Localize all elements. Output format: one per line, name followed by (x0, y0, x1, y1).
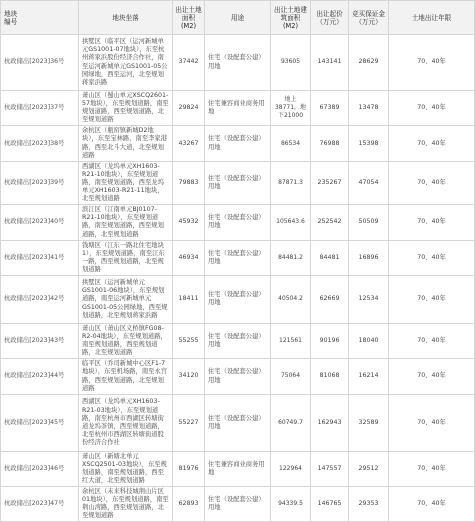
cell-price: 76988 (311, 126, 349, 161)
cell-area: 45932 (173, 205, 205, 240)
cell-price: 143141 (311, 35, 349, 91)
cell-code: 杭政储出[2023]47号 (1, 487, 79, 522)
cell-price: 252542 (311, 205, 349, 240)
cell-price: 162943 (311, 394, 349, 451)
table-row (1, 91, 475, 126)
cell-use: 住宅（设配套公建）用地 (205, 240, 271, 275)
table-header-row (1, 1, 475, 35)
cell-code: 杭政储出[2023]40号 (1, 205, 79, 240)
cell-years: 70、40年 (389, 323, 475, 358)
cell-area: 55255 (173, 323, 205, 358)
cell-location: 西湖区（龙坞单元XH1603-R21-10地块），东至规划道路，南至规划道路，西至龙坞单元XH1603-R21-11地块，北至规划道路 (79, 161, 173, 204)
cell-price: 84481 (311, 240, 349, 275)
cell-deposit: 29353 (349, 487, 389, 522)
cell-price: 62669 (311, 275, 349, 323)
cell-years: 70、40年 (389, 394, 475, 451)
cell-use: 住宅（设配套公建）用地 (205, 487, 271, 522)
cell-use: 住宅（设配套公建）用地 (205, 205, 271, 240)
header-area: 出让土地 面积 (M2) (173, 1, 205, 35)
header-code: 地块 编号 (1, 1, 79, 35)
cell-location: 萧山区（蜀山单元XSCQ2601-57地块），东至规划道路，南至规划道路，西至规划道路，北至规划道路 (79, 91, 173, 126)
cell-years: 70、40年 (389, 275, 475, 323)
cell-use: 住宅（设配套公建）用地 (205, 126, 271, 161)
cell-area: 81976 (173, 451, 205, 486)
cell-price: 81068 (311, 359, 349, 394)
cell-years: 70、40年 (389, 359, 475, 394)
cell-area: 18411 (173, 275, 205, 323)
cell-location: 滨江区（江南单元BJ0107-R21-10地块），东至规划道路，南至规划道路，西至规划道路，北至规划道路 (79, 205, 173, 240)
cell-deposit: 32589 (349, 394, 389, 451)
cell-use: 住宅（设配套公建）用地 (205, 161, 271, 204)
cell-deposit: 47054 (349, 161, 389, 204)
header-deposit: 竞买保证金 （万元） (349, 1, 389, 35)
cell-build-area: 87871.3 (271, 161, 311, 204)
cell-years: 70、40年 (389, 240, 475, 275)
table-row (1, 161, 475, 204)
cell-build-area: 40504.2 (271, 275, 311, 323)
cell-years: 70、40年 (389, 35, 475, 91)
cell-build-area: 122964 (271, 451, 311, 486)
cell-area: 34120 (173, 359, 205, 394)
cell-location: 钱塘区（江东一路北住宅地块1），东至规划道路，南至江东一路，西至规划道路，北至规划道路 (79, 240, 173, 275)
header-use: 用途 (205, 1, 271, 35)
cell-area: 79883 (173, 161, 205, 204)
cell-price: 146765 (311, 487, 349, 522)
table-row (1, 35, 475, 91)
cell-build-area: 84481.2 (271, 240, 311, 275)
cell-build-area: 60749.7 (271, 394, 311, 451)
cell-location: 余杭区（瓶窑镇新城D2地块），东至宝林路，南至李家港路，西至北斗大道，北至规划道路 (79, 126, 173, 161)
cell-use: 住宅（设配套公建）用地 (205, 35, 271, 91)
cell-deposit: 16214 (349, 359, 389, 394)
cell-years: 70、40年 (389, 205, 475, 240)
header-years: 土地出让年限 (389, 1, 475, 35)
cell-code: 杭政储出[2023]38号 (1, 126, 79, 161)
cell-years: 70、40年 (389, 91, 475, 126)
cell-years: 70、40年 (389, 161, 475, 204)
cell-code: 杭政储出[2023]42号 (1, 275, 79, 323)
cell-years: 70、40年 (389, 451, 475, 486)
cell-code: 杭政储出[2023]43号 (1, 323, 79, 358)
cell-deposit: 28629 (349, 35, 389, 91)
cell-location: 临平区（乔司新城中心区F1-7地块），东至机场路，南至永宫路，西至规划道路，北至规划道路 (79, 359, 173, 394)
table-row (1, 451, 475, 486)
cell-deposit: 12534 (349, 275, 389, 323)
cell-deposit: 18040 (349, 323, 389, 358)
cell-deposit: 29512 (349, 451, 389, 486)
cell-code: 杭政储出[2023]41号 (1, 240, 79, 275)
cell-price: 67389 (311, 91, 349, 126)
cell-location: 余杭区（未来科技城荆山片区01地块），东至规划道路，南至荆山湾路，西至规划道路，北至规划道路 (79, 487, 173, 522)
cell-use: 住宅（设配套公建）用地 (205, 394, 271, 451)
cell-build-area: 86534 (271, 126, 311, 161)
cell-years: 70、40年 (389, 487, 475, 522)
table-row (1, 240, 475, 275)
cell-build-area: 75064 (271, 359, 311, 394)
table-row (1, 359, 475, 394)
cell-use: 住宅（设配套公建）用地 (205, 275, 271, 323)
header-build-area: 出让土地建 筑面积 (M2) (271, 1, 311, 35)
cell-location: 西湖区（龙坞单元XH1603-R21-03地块），东至规划道路，南至杭州市西湖区转塘街道龙坞茶镇，西至规划道路，北至杭州市西湖区转塘街道股份经济合作社 (79, 394, 173, 451)
cell-code: 杭政储出[2023]46号 (1, 451, 79, 486)
cell-deposit: 50509 (349, 205, 389, 240)
cell-location: 萧山区（新塘北单元XSCQ2501-03地块），东至规划道路，南至规划道路，西至红大道，北至规划道路 (79, 451, 173, 486)
cell-deposit: 13478 (349, 91, 389, 126)
cell-years: 70、40年 (389, 126, 475, 161)
header-location: 地块坐落 (79, 1, 173, 35)
cell-location: 萧山区（萧山区义桥镇FG08-R2-04地块），东至规划道路，南至规划道路，西至规划道路，北至规划道路 (79, 323, 173, 358)
cell-use: 住宅兼容商业商务用地 (205, 451, 271, 486)
cell-build-area: 地上38771，地下21000 (271, 91, 311, 126)
cell-build-area: 94339.5 (271, 487, 311, 522)
cell-area: 46934 (173, 240, 205, 275)
cell-code: 杭政储出[2023]45号 (1, 394, 79, 451)
cell-code: 杭政储出[2023]39号 (1, 161, 79, 204)
table-row (1, 126, 475, 161)
cell-build-area: 121561 (271, 323, 311, 358)
table-row (1, 275, 475, 323)
cell-area: 62893 (173, 487, 205, 522)
cell-code: 杭政储出[2023]44号 (1, 359, 79, 394)
cell-location: 拱墅区（运河新城单元GS1001-06地块），东至规划道路，南至运河新城单元GS1001-05公园绿地，西至规划道路，北至规划蒋家浜路 (79, 275, 173, 323)
cell-code: 杭政储出[2023]36号 (1, 35, 79, 91)
cell-area: 37442 (173, 35, 205, 91)
cell-area: 29824 (173, 91, 205, 126)
cell-area: 55227 (173, 394, 205, 451)
cell-build-area: 93605 (271, 35, 311, 91)
cell-deposit: 15398 (349, 126, 389, 161)
cell-use: 住宅兼容商业商务用地 (205, 91, 271, 126)
cell-use: 住宅（设配套公建）用地 (205, 323, 271, 358)
cell-price: 147557 (311, 451, 349, 486)
cell-deposit: 16896 (349, 240, 389, 275)
cell-use: 住宅（设配套公建）用地 (205, 359, 271, 394)
table-row (1, 394, 475, 451)
table-row (1, 205, 475, 240)
table-row (1, 487, 475, 522)
cell-build-area: 105643.6 (271, 205, 311, 240)
cell-code: 杭政储出[2023]37号 (1, 91, 79, 126)
header-price: 出让起价 （万元） (311, 1, 349, 35)
table-row (1, 323, 475, 358)
cell-price: 235267 (311, 161, 349, 204)
cell-price: 90196 (311, 323, 349, 358)
cell-location: 拱墅区（临平区（运河新城单元GS1001-07地块），东至杭州蒋家浜股份经济合作社，南至运河新城单元GS1001-05公园绿地，西至运河，北至规划蒋家浜路 (79, 35, 173, 91)
cell-area: 43267 (173, 126, 205, 161)
